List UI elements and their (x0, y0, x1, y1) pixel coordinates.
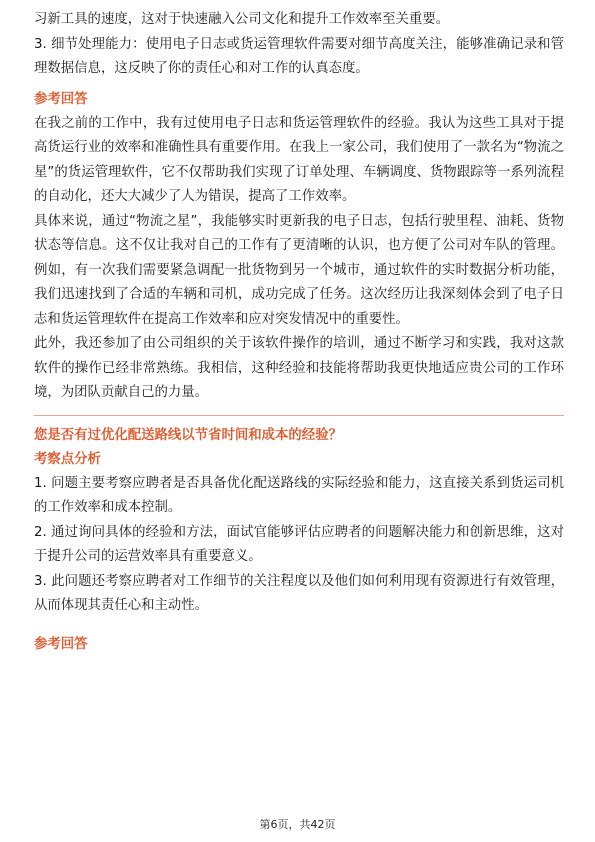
reference-answer-heading-2: 参考回答 (34, 636, 88, 652)
analysis-point-2: 2. 通过询问具体的经验和方法，面试官能够评估应聘者的问题解决能力和创新思维，这对于提升公司的运营效率具有重要意义。 (34, 524, 564, 564)
analysis-point-1: 1. 问题主要考察应聘者是否具备优化配送路线的实际经验和能力，这直接关系到货运司机的工作效率和成本控制。 (34, 475, 564, 515)
reference-answer-heading: 参考回答 (34, 91, 88, 107)
page-content (34, 8, 564, 657)
answer-paragraph-3: 此外，我还参加了由公司组织的关于该软件操作的培训，通过不断学习和实践，我对这款软件的操作已经非常熟练。我相信，这种经验和技能将帮助我更快地适应贵公司的工作环境，为团队贡献自己的力量。 (34, 336, 564, 400)
answer-paragraph-1: 在我之前的工作中，我有过使用电子日志和货运管理软件的经验。我认为这些工具对于提高货运行业的效率和准确性具有重要作用。在我上一家公司，我们使用了一款名为“物流之星”的货运管理软件，它不仅帮助我们实现了订单处理、车辆调度、货物跟踪等一系列流程的自动化，还大大减少了人为错误，提高了工作效率。 (34, 115, 564, 204)
question-title: 您是否有过优化配送路线以节省时间和成本的经验？ (34, 427, 342, 443)
intro-line: 习新工具的速度，这对于快速融入公司文化和提升工作效率至关重要。 (34, 12, 450, 27)
analysis-heading: 考察点分析 (34, 451, 101, 467)
answer-paragraph-2: 具体来说，通过“物流之星”，我能够实时更新我的电子日志，包括行驶里程、油耗、货物状态等信息。这不仅让我对自己的工作有了更清晰的认识，也方便了公司对车队的管理。例如，有一次我们需要紧急调配一批货物到另一个城市，通过软件的实时数据分析功能，我们迅速找到了合适的车辆和司机，成功完成了任务。这次经历让我深刻体会到了电子日志和货运管理软件在提高工作效率和应对突发情况中的重要性。 (34, 213, 564, 327)
page-number-footer: 第6页，共42页 (259, 818, 336, 831)
analysis-point-3: 3. 此问题还考察应聘者对工作细节的关注程度以及他们如何利用现有资源进行有效管理，从而体现其责任心和主动性。 (34, 573, 564, 613)
point-3-detail-handling: 3. 细节处理能力：使用电子日志或货运管理软件需要对细节高度关注，能够准确记录和管理数据信息，这反映了你的责任心和对工作的认真态度。 (34, 36, 564, 76)
section-divider (34, 415, 564, 416)
